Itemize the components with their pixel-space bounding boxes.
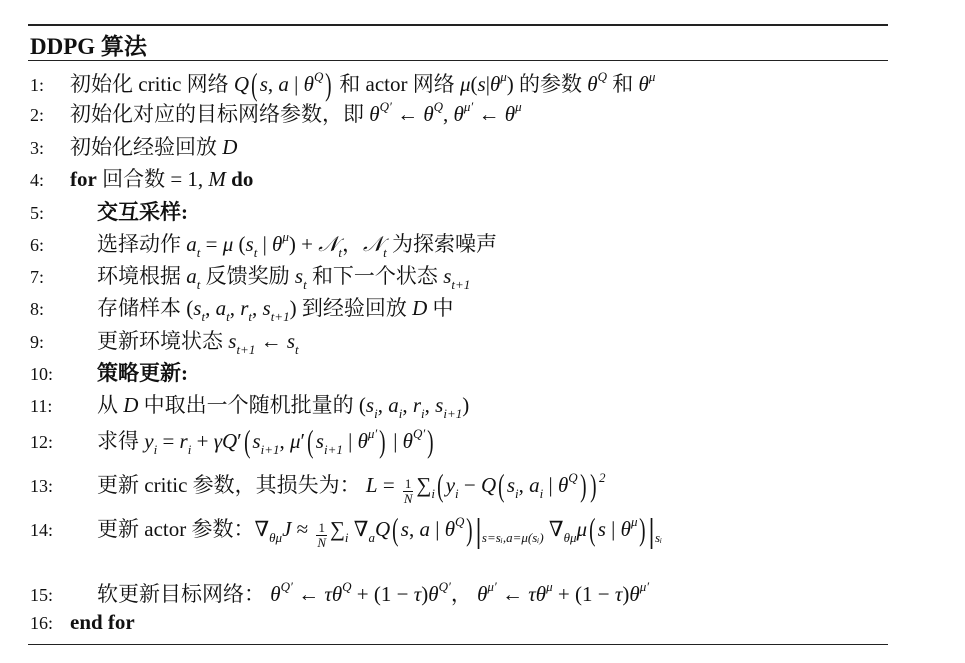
- math-m: μ: [459, 72, 471, 96]
- math-m: τθ: [528, 582, 547, 606]
- math-sub: a: [368, 530, 375, 545]
- line-number: 14:: [30, 520, 54, 540]
- line-content: [70, 64, 656, 102]
- math-m: 𝒩: [363, 232, 384, 256]
- text: 求得: [97, 429, 145, 453]
- math-r: |: [387, 429, 403, 453]
- math-m: L: [365, 473, 378, 497]
- line-content: [70, 610, 135, 635]
- math-r: =: [377, 473, 400, 497]
- math-big: ): [590, 467, 597, 503]
- text: 和下一个状态: [306, 264, 444, 288]
- math-big: (: [251, 66, 258, 102]
- math-m: θ: [638, 72, 649, 96]
- math-r: ←: [496, 582, 529, 606]
- math-r: |: [429, 517, 445, 541]
- math-r: ←: [255, 329, 287, 353]
- math-m: θ: [504, 102, 516, 126]
- math-m: θ: [369, 102, 380, 126]
- line-number: 1:: [30, 75, 45, 95]
- math-m: θ: [270, 582, 281, 606]
- line-content: [97, 421, 436, 459]
- math-m: s: [252, 429, 261, 453]
- math-sup: Q: [342, 579, 352, 594]
- algorithm-line: [30, 196, 188, 226]
- text: 中: [427, 296, 454, 320]
- text: 到经验回放: [296, 296, 413, 320]
- math-m: s: [477, 72, 486, 96]
- math-r: ′: [300, 429, 306, 453]
- line-number: 7:: [30, 267, 45, 287]
- math-m: τθ: [324, 582, 343, 606]
- math-sup: Q′: [280, 579, 293, 594]
- math-r: ,: [267, 72, 279, 96]
- math-r: ,: [229, 296, 241, 320]
- math-sup: μ: [648, 69, 656, 84]
- math-r: (: [358, 393, 366, 417]
- math-sub: i: [539, 486, 544, 501]
- math-m: τ: [413, 582, 422, 606]
- line-content: [97, 228, 497, 258]
- math-sub: t: [338, 245, 342, 260]
- line-content: [70, 131, 237, 161]
- math-m: s: [365, 393, 375, 417]
- text: 选择动作: [97, 232, 187, 256]
- line-number: 4:: [30, 170, 45, 190]
- math-sub: i: [398, 406, 403, 421]
- math-sup: 2: [599, 470, 606, 485]
- line-content: [97, 509, 662, 555]
- keyword: for: [70, 167, 97, 191]
- text: 回合数: [96, 167, 171, 191]
- math-sup: μ: [282, 229, 289, 244]
- algorithm-line: [30, 357, 188, 387]
- math-r: ,: [402, 393, 413, 417]
- algorithm-line: [30, 509, 662, 555]
- math-m: θ: [477, 582, 488, 606]
- math-m: y: [144, 429, 154, 453]
- math-m: Q: [480, 473, 497, 497]
- math-m: s: [294, 264, 304, 288]
- math-m: s: [400, 517, 409, 541]
- text: 为探索噪声: [386, 232, 497, 256]
- math-sub: t+1: [236, 342, 256, 357]
- math-r: |: [257, 232, 273, 256]
- text: 和: [607, 72, 639, 96]
- math-m: r: [179, 429, 188, 453]
- text: 中取出一个随机批量的: [138, 393, 359, 417]
- math-sub: t: [226, 309, 230, 324]
- algorithm-line: [30, 389, 469, 419]
- math-r: ∇: [254, 517, 270, 541]
- math-m: a: [186, 264, 197, 288]
- line-number: 9:: [30, 332, 45, 352]
- math-m: θ: [620, 517, 631, 541]
- line-content: [70, 98, 522, 128]
- math-sub: i: [515, 486, 519, 501]
- math-m: a: [388, 393, 399, 417]
- math-sub: s=sᵢ,a=μ(sᵢ): [481, 530, 544, 545]
- math-m: s: [443, 264, 452, 288]
- math-sup: Q: [597, 69, 608, 84]
- math-r: ): [289, 296, 297, 320]
- algorithm-line: [30, 228, 497, 258]
- text: 初始化经验回放: [70, 135, 223, 159]
- line-content: [97, 325, 299, 355]
- math-m: θ: [453, 102, 464, 126]
- math-big: ): [325, 66, 332, 102]
- math-big: (: [437, 467, 444, 503]
- math-r: ,: [518, 473, 530, 497]
- math-sub: t+1: [451, 277, 471, 292]
- line-number: 13:: [30, 476, 54, 496]
- math-sub: t: [253, 245, 258, 260]
- math-m: θ: [587, 72, 598, 96]
- text: 更新 critic 参数，其损失为：: [97, 473, 366, 497]
- algorithm-line: [30, 325, 299, 355]
- math-sub: i: [421, 406, 425, 421]
- math-r: + (1 −: [552, 582, 615, 606]
- math-r: + (1 −: [351, 582, 414, 606]
- math-r: ,: [252, 296, 263, 320]
- line-number: 8:: [30, 299, 45, 319]
- math-m: θ: [303, 72, 314, 96]
- math-r: (: [470, 72, 478, 96]
- line-content: [97, 465, 606, 511]
- math-m: s: [262, 296, 271, 320]
- math-sub: i: [431, 486, 436, 501]
- text: 初始化对应的目标网络参数，即: [70, 102, 370, 126]
- math-r: |: [342, 429, 358, 453]
- keyword: end for: [70, 610, 135, 634]
- math-sub: θμ: [563, 530, 577, 545]
- math-sub: i: [153, 442, 158, 457]
- math-sup: Q′: [412, 426, 426, 441]
- top-rule: [28, 24, 888, 26]
- math-r: ←: [473, 102, 505, 126]
- algorithm-line: [30, 260, 470, 290]
- text: 环境根据: [97, 264, 187, 288]
- math-sub: i: [374, 406, 378, 421]
- math-r: =: [157, 429, 180, 453]
- math-m: θ: [402, 429, 413, 453]
- math-m: s: [597, 517, 606, 541]
- keyword: 交互采样:: [97, 200, 188, 224]
- math-m: θ: [272, 232, 283, 256]
- text: 软更新目标网络：: [97, 582, 271, 606]
- text: ，: [342, 232, 363, 256]
- math-r: |: [543, 473, 558, 497]
- math-sup: Q: [568, 470, 578, 485]
- math-r: |: [288, 72, 304, 96]
- math-big: ): [639, 511, 647, 547]
- line-number: 3:: [30, 138, 45, 158]
- math-r: −: [458, 473, 481, 497]
- math-sub: i+1: [443, 406, 463, 421]
- math-m: D: [123, 393, 139, 417]
- math-m: s: [259, 72, 268, 96]
- math-m: θ: [423, 102, 434, 126]
- math-m: γQ: [213, 429, 238, 453]
- math-sup: Q′: [438, 579, 451, 594]
- math-m: r: [240, 296, 249, 320]
- math-r: ,: [377, 393, 389, 417]
- math-m: s: [286, 329, 296, 353]
- math-r: (: [233, 232, 246, 256]
- bottom-rule: [28, 644, 888, 645]
- math-r: ): [622, 582, 630, 606]
- line-content: [97, 578, 649, 608]
- line-content: [97, 196, 188, 226]
- math-r: ←: [391, 102, 424, 126]
- math-m: s: [228, 329, 237, 353]
- text: 存储样本: [97, 296, 187, 320]
- algorithm-line: [30, 64, 656, 102]
- math-m: θ: [444, 517, 456, 541]
- math-sup: μ: [515, 99, 522, 114]
- line-number: 2:: [30, 105, 45, 125]
- algorithm-line: [30, 610, 135, 635]
- math-m: 𝒩: [318, 232, 339, 256]
- math-r: =: [200, 232, 223, 256]
- math-r: ∇: [543, 517, 564, 541]
- math-m: s: [506, 473, 515, 497]
- math-r: ,: [408, 517, 420, 541]
- math-sup: Q′: [379, 99, 392, 114]
- math-r: = 1,: [170, 167, 209, 191]
- text: 更新 actor 参数：: [97, 517, 255, 541]
- math-m: s: [435, 393, 444, 417]
- line-number: 16:: [30, 613, 54, 633]
- algorithm-line: [30, 292, 454, 322]
- math-sub: t: [295, 342, 299, 357]
- math-bar: |: [648, 513, 655, 550]
- math-m: M: [208, 167, 226, 191]
- math-r: ,: [443, 102, 454, 126]
- line-content: [97, 389, 469, 419]
- text: 更新环境状态: [97, 329, 229, 353]
- math-big: ): [579, 467, 587, 503]
- algorithm-line: [30, 98, 522, 128]
- math-sub: i+1: [323, 442, 343, 457]
- math-m: θ: [428, 582, 439, 606]
- math-r: ∇: [348, 517, 369, 541]
- math-m: r: [412, 393, 422, 417]
- math-r: ,: [279, 429, 290, 453]
- numerator: 1: [318, 520, 325, 535]
- line-number: 12:: [30, 432, 54, 452]
- keyword: 策略更新:: [97, 361, 188, 385]
- math-sub: t: [196, 277, 201, 292]
- math-r: ,: [424, 393, 436, 417]
- math-m: y: [445, 473, 456, 497]
- math-sub: t: [383, 245, 387, 260]
- math-r: ∑: [329, 517, 345, 541]
- math-m: τ: [614, 582, 623, 606]
- algorithm-line: [30, 465, 606, 511]
- math-big: (: [392, 511, 399, 547]
- math-r: ): [506, 72, 520, 96]
- math-m: a: [529, 473, 540, 497]
- math-sup: μ′: [639, 579, 650, 594]
- math-r: ′: [237, 429, 242, 453]
- math-big: (: [589, 511, 596, 547]
- math-r: ): [462, 393, 470, 417]
- math-bar: |: [475, 513, 482, 550]
- denominator: N: [403, 491, 413, 507]
- math-sub: i+1: [260, 442, 280, 457]
- math-m: θ: [357, 429, 368, 453]
- math-r: +: [191, 429, 214, 453]
- math-r: ←: [292, 582, 325, 606]
- algorithm-title: DDPG 算法: [30, 34, 147, 59]
- math-sup: μ′: [367, 426, 378, 441]
- math-sub: i: [187, 442, 192, 457]
- math-m: Q: [374, 517, 391, 541]
- math-sup: μ: [500, 69, 507, 84]
- algorithm-line: [30, 421, 436, 459]
- math-r: (: [186, 296, 194, 320]
- math-sub: t+1: [270, 309, 290, 324]
- math-sup: μ: [630, 514, 638, 529]
- math-sup: μ′: [463, 99, 474, 114]
- math-r: |: [605, 517, 621, 541]
- math-sub: t: [248, 309, 252, 324]
- math-m: θ: [629, 582, 640, 606]
- math-sub: i: [344, 530, 349, 545]
- text: 从: [97, 393, 124, 417]
- algorithm-line: [30, 131, 237, 161]
- math-m: D: [222, 135, 238, 159]
- math-r: ≈: [291, 517, 314, 541]
- math-r: |: [485, 72, 490, 96]
- math-m: s: [315, 429, 324, 453]
- math-m: μ: [576, 517, 588, 541]
- math-big: ): [466, 511, 473, 547]
- math-m: μ: [289, 429, 301, 453]
- math-big: (: [307, 423, 314, 459]
- line-content: [70, 163, 253, 193]
- math-m: a: [419, 517, 430, 541]
- math-r: ∑: [416, 473, 432, 497]
- text: 初始化 critic 网络: [70, 72, 234, 96]
- math-sub: sᵢ: [654, 530, 663, 545]
- fraction: [403, 477, 414, 507]
- math-m: θ: [489, 72, 501, 96]
- math-sup: μ: [546, 579, 553, 594]
- math-m: μ: [222, 232, 234, 256]
- math-big: ): [379, 423, 386, 459]
- math-m: J: [282, 517, 292, 541]
- line-number: 11:: [30, 396, 53, 416]
- algorithm-line: [30, 163, 253, 193]
- text: ，: [450, 582, 478, 606]
- math-m: a: [215, 296, 227, 320]
- math-sub: t: [303, 277, 307, 292]
- math-m: a: [186, 232, 197, 256]
- math-sup: Q: [313, 69, 324, 84]
- math-big: (: [243, 423, 251, 459]
- fraction: [316, 521, 327, 551]
- math-sub: i: [455, 486, 459, 501]
- text: 反馈奖励: [200, 264, 295, 288]
- math-m: D: [412, 296, 428, 320]
- math-sup: μ′: [487, 579, 497, 594]
- line-content: [97, 260, 470, 290]
- line-number: 10:: [30, 364, 54, 384]
- math-m: θ: [557, 473, 569, 497]
- keyword: do: [225, 167, 254, 191]
- numerator: 1: [404, 476, 412, 491]
- math-r: ): [421, 582, 429, 606]
- math-sub: t: [196, 245, 201, 260]
- text: 的参数: [519, 72, 588, 96]
- math-sub: θμ: [269, 530, 283, 545]
- math-big: ): [427, 423, 434, 459]
- math-m: a: [278, 72, 289, 96]
- math-m: s: [193, 296, 202, 320]
- math-sup: Q: [433, 99, 444, 114]
- math-m: Q: [233, 72, 250, 96]
- line-number: 5:: [30, 203, 45, 223]
- line-number: 15:: [30, 585, 54, 605]
- text: 和 actor 网络: [334, 72, 460, 96]
- line-content: [97, 357, 188, 387]
- math-r: ,: [205, 296, 216, 320]
- math-r: ) +: [288, 232, 319, 256]
- math-sup: Q: [455, 514, 465, 529]
- math-sub: t: [201, 309, 206, 324]
- title-rule: [28, 60, 888, 61]
- math-big: (: [498, 467, 505, 503]
- line-number: 6:: [30, 235, 45, 255]
- algorithm-line: [30, 578, 649, 608]
- math-m: s: [245, 232, 254, 256]
- line-content: [97, 292, 454, 322]
- denominator: N: [317, 535, 327, 551]
